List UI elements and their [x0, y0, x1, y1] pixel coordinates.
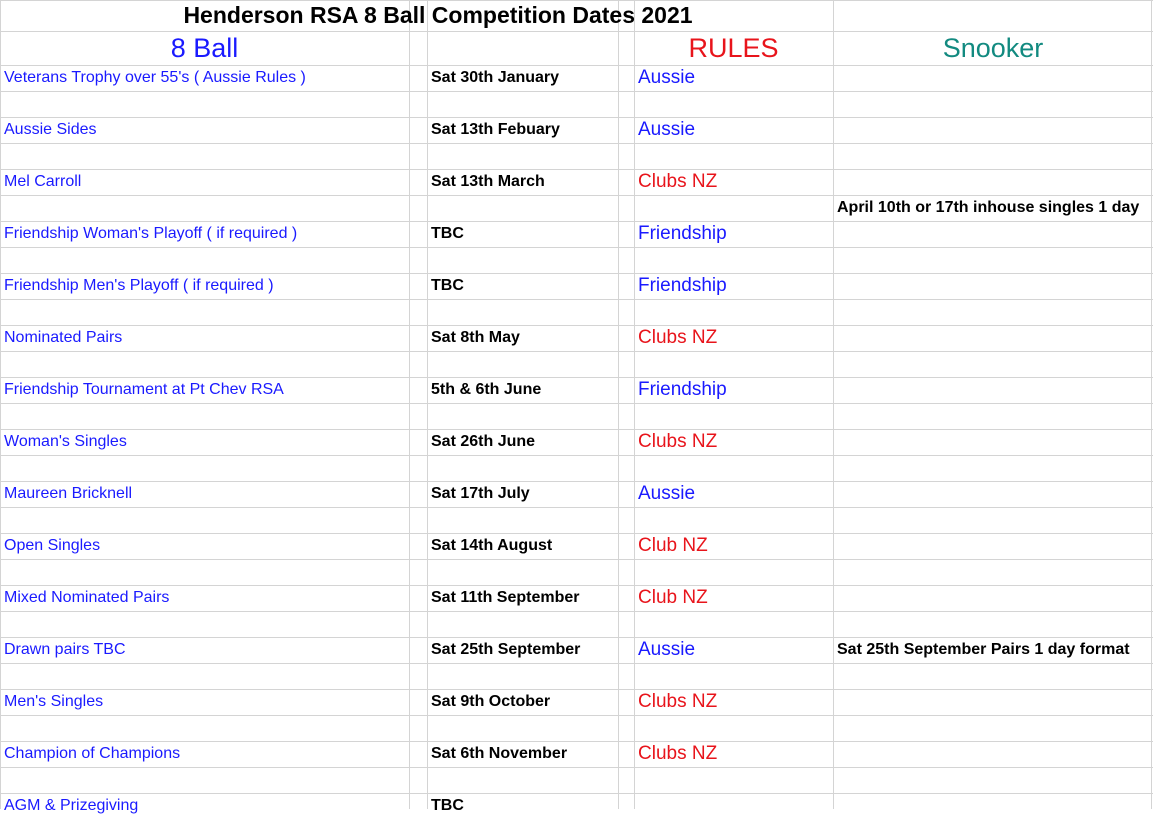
table-row	[0, 377, 1153, 403]
snooker-cell[interactable]	[833, 741, 1153, 767]
event-cell[interactable]	[0, 351, 409, 377]
rule-cell[interactable]	[634, 715, 833, 741]
event-cell[interactable]	[0, 767, 409, 793]
event-cell[interactable]	[0, 195, 409, 221]
rule-cell[interactable]: Friendship	[638, 379, 727, 400]
rule-cell[interactable]: Aussie	[638, 639, 696, 660]
event-cell[interactable]	[0, 143, 409, 169]
date-cell[interactable]: Sat 26th June	[431, 433, 536, 450]
table-row	[0, 559, 1153, 585]
page-title[interactable]: Henderson RSA 8 Ball Competition Dates 2021	[183, 2, 693, 28]
rule-cell[interactable]	[634, 455, 833, 481]
header-rules[interactable]: RULES	[688, 32, 779, 63]
date-cell[interactable]: TBC	[431, 797, 464, 814]
event-cell[interactable]: Men's Singles	[4, 693, 104, 710]
rule-cell[interactable]	[634, 507, 833, 533]
header-snooker[interactable]: Snooker	[942, 32, 1044, 63]
rule-cell[interactable]	[634, 91, 833, 117]
table-row	[0, 507, 1153, 533]
table-row	[0, 585, 1153, 611]
event-cell[interactable]	[0, 247, 409, 273]
date-cell[interactable]: Sat 30th January	[431, 69, 560, 86]
rule-cell[interactable]	[634, 663, 833, 689]
table-row	[0, 429, 1153, 455]
snooker-cell[interactable]	[833, 351, 1153, 377]
snooker-cell[interactable]	[833, 91, 1153, 117]
rule-cell[interactable]	[634, 195, 833, 221]
date-cell[interactable]: Sat 11th September	[431, 589, 580, 606]
table-row	[0, 689, 1153, 715]
date-cell[interactable]	[427, 143, 618, 169]
date-cell[interactable]	[427, 91, 618, 117]
snooker-cell[interactable]	[833, 325, 1153, 351]
rule-cell[interactable]: Clubs NZ	[638, 327, 718, 348]
table-row	[0, 793, 1153, 819]
rule-cell[interactable]: Aussie	[638, 483, 696, 504]
snooker-cell[interactable]	[833, 767, 1153, 793]
snooker-cell[interactable]	[833, 585, 1153, 611]
date-cell[interactable]: Sat 6th November	[431, 745, 568, 762]
date-cell[interactable]: Sat 9th October	[431, 693, 551, 710]
header-8-ball[interactable]: 8 Ball	[170, 32, 239, 63]
date-cell[interactable]	[427, 195, 618, 221]
event-cell[interactable]: Nominated Pairs	[4, 329, 123, 346]
header-row	[0, 31, 1153, 65]
snooker-cell[interactable]	[833, 611, 1153, 637]
table-row	[0, 351, 1153, 377]
snooker-cell[interactable]	[833, 429, 1153, 455]
event-cell[interactable]	[0, 403, 409, 429]
date-cell[interactable]: Sat 14th August	[431, 537, 553, 554]
event-cell[interactable]	[0, 663, 409, 689]
table-row	[0, 767, 1153, 793]
date-cell[interactable]	[427, 715, 618, 741]
event-cell[interactable]	[0, 299, 409, 325]
snooker-cell[interactable]	[833, 559, 1153, 585]
table-row	[0, 273, 1153, 299]
rule-cell[interactable]	[634, 793, 833, 819]
snooker-cell[interactable]	[833, 169, 1153, 195]
snooker-cell[interactable]	[833, 221, 1153, 247]
snooker-cell[interactable]	[833, 377, 1153, 403]
event-cell[interactable]: Mel Carroll	[4, 173, 82, 190]
date-cell[interactable]: TBC	[431, 277, 464, 294]
event-cell[interactable]: Champion of Champions	[4, 745, 181, 762]
date-cell[interactable]: 5th & 6th June	[431, 381, 542, 398]
title-row	[0, 0, 1153, 31]
snooker-cell[interactable]	[833, 793, 1153, 819]
snooker-cell[interactable]	[833, 533, 1153, 559]
rule-cell[interactable]: Clubs NZ	[638, 171, 718, 192]
event-cell[interactable]: Veterans Trophy over 55's ( Aussie Rules )	[4, 69, 306, 86]
date-cell[interactable]	[427, 663, 618, 689]
snooker-cell[interactable]	[833, 663, 1153, 689]
table-row	[0, 741, 1153, 767]
table-row	[0, 65, 1153, 91]
rule-cell[interactable]	[634, 351, 833, 377]
date-cell[interactable]	[427, 403, 618, 429]
table-row	[0, 91, 1153, 117]
table-row	[0, 299, 1153, 325]
snooker-cell[interactable]	[833, 299, 1153, 325]
snooker-cell[interactable]: Sat 25th September Pairs 1 day format	[837, 641, 1130, 658]
rule-cell[interactable]: Aussie	[638, 67, 696, 88]
date-cell[interactable]: Sat 13th March	[431, 173, 545, 190]
event-cell[interactable]	[0, 715, 409, 741]
rule-cell[interactable]	[634, 299, 833, 325]
rule-cell[interactable]	[634, 247, 833, 273]
event-cell[interactable]: Friendship Men's Playoff ( if required )	[4, 277, 274, 294]
rule-cell[interactable]: Clubs NZ	[638, 743, 718, 764]
event-cell[interactable]: Friendship Woman's Playoff ( if required )	[4, 225, 298, 242]
event-cell[interactable]	[0, 559, 409, 585]
snooker-cell[interactable]: April 10th or 17th inhouse singles 1 day	[837, 199, 1140, 216]
rule-cell[interactable]	[634, 611, 833, 637]
snooker-cell[interactable]	[833, 273, 1153, 299]
event-cell[interactable]	[0, 507, 409, 533]
snooker-cell[interactable]	[833, 143, 1153, 169]
snooker-cell[interactable]	[833, 117, 1153, 143]
event-cell[interactable]: Maureen Bricknell	[4, 485, 133, 502]
rule-cell[interactable]: Clubs NZ	[638, 431, 718, 452]
rule-cell[interactable]	[634, 767, 833, 793]
event-cell[interactable]: Friendship Tournament at Pt Chev RSA	[4, 381, 284, 398]
rule-cell[interactable]	[634, 403, 833, 429]
rule-cell[interactable]: Clubs NZ	[638, 691, 718, 712]
date-cell[interactable]	[427, 507, 618, 533]
date-cell[interactable]: Sat 25th September	[431, 641, 581, 658]
snooker-cell[interactable]	[833, 507, 1153, 533]
table-row	[0, 455, 1153, 481]
rule-cell[interactable]: Aussie	[638, 119, 696, 140]
event-cell[interactable]: Aussie Sides	[4, 121, 97, 138]
table-row	[0, 169, 1153, 195]
event-cell[interactable]: Mixed Nominated Pairs	[4, 589, 170, 606]
table-row	[0, 403, 1153, 429]
rule-cell[interactable]: Club NZ	[638, 535, 708, 556]
date-cell[interactable]: Sat 17th July	[431, 485, 530, 502]
rule-cell[interactable]: Friendship	[638, 275, 727, 296]
rule-cell[interactable]: Friendship	[638, 223, 727, 244]
date-cell[interactable]	[427, 299, 618, 325]
snooker-cell[interactable]	[833, 455, 1153, 481]
snooker-cell[interactable]	[833, 65, 1153, 91]
date-cell[interactable]	[427, 247, 618, 273]
table-row	[0, 195, 1153, 221]
event-cell[interactable]: AGM & Prizegiving	[4, 797, 139, 814]
rule-cell[interactable]: Club NZ	[638, 587, 708, 608]
date-cell[interactable]	[427, 455, 618, 481]
event-cell[interactable]: Woman's Singles	[4, 433, 127, 450]
snooker-cell[interactable]	[833, 715, 1153, 741]
table-row	[0, 481, 1153, 507]
table-row	[0, 143, 1153, 169]
table-row	[0, 663, 1153, 689]
event-cell[interactable]	[0, 455, 409, 481]
event-cell[interactable]	[0, 91, 409, 117]
table-row	[0, 637, 1153, 663]
table-row	[0, 221, 1153, 247]
date-cell[interactable]: Sat 8th May	[431, 329, 520, 346]
snooker-cell[interactable]	[833, 481, 1153, 507]
event-cell[interactable]: Drawn pairs TBC	[4, 641, 126, 658]
table-row	[0, 715, 1153, 741]
table-row	[0, 117, 1153, 143]
table-row	[0, 325, 1153, 351]
date-cell[interactable]	[427, 559, 618, 585]
event-cell[interactable]	[0, 611, 409, 637]
event-cell[interactable]: Open Singles	[4, 537, 101, 554]
date-cell[interactable]: TBC	[431, 225, 464, 242]
snooker-cell[interactable]	[833, 403, 1153, 429]
table-row	[0, 533, 1153, 559]
table-row	[0, 247, 1153, 273]
rule-cell[interactable]	[634, 559, 833, 585]
rule-cell[interactable]	[634, 143, 833, 169]
snooker-cell[interactable]	[833, 689, 1153, 715]
date-cell[interactable]	[427, 767, 618, 793]
snooker-cell[interactable]	[833, 247, 1153, 273]
table-row	[0, 611, 1153, 637]
date-cell[interactable]	[427, 351, 618, 377]
date-cell[interactable]	[427, 611, 618, 637]
date-cell[interactable]: Sat 13th Febuary	[431, 121, 560, 138]
